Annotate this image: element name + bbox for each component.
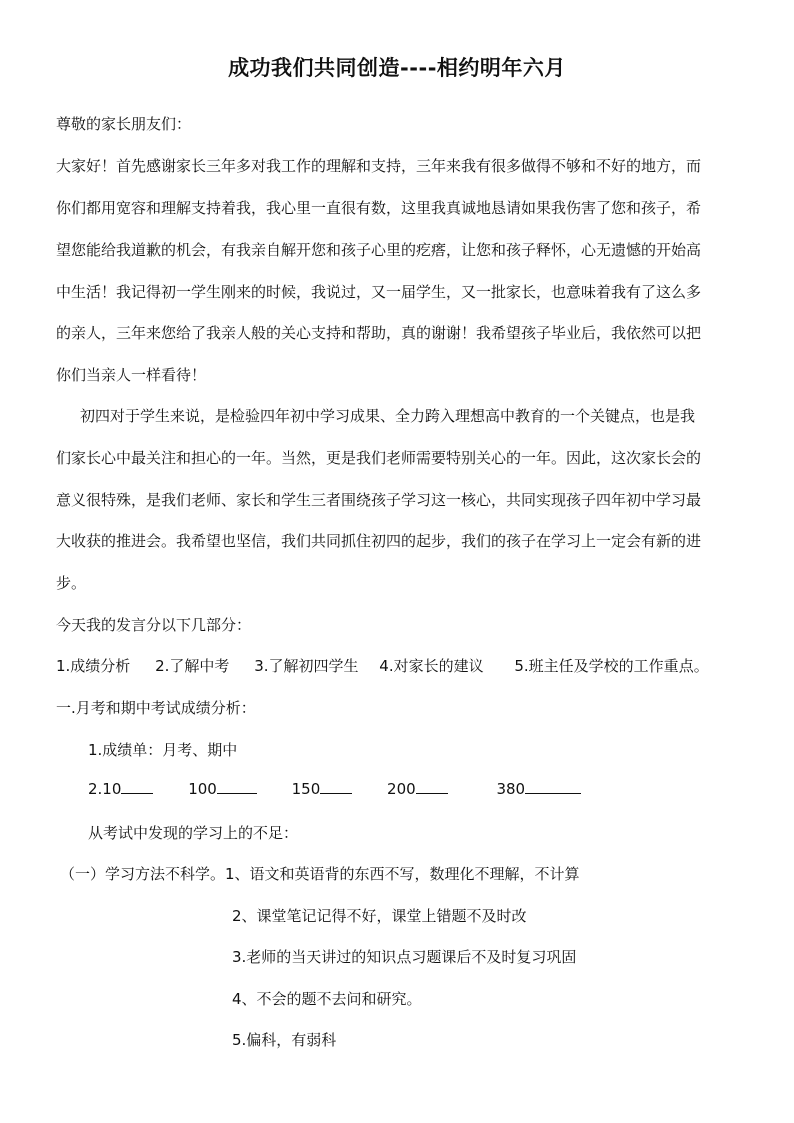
problem-item: 2、课堂笔记记得不好，课堂上错题不及时改 [232,907,527,925]
item-report: 1.成绩单：月考、期中 [88,741,238,759]
para1-line: 大家好！首先感谢家长三年多对我工作的理解和支持，三年来我有很多做得不够和不好的地方，而 [56,157,702,175]
findings-text: 从考试中发现的学习上的不足： [88,824,299,842]
score-label: 100 [188,780,217,798]
problem-row [60,863,580,884]
para2-line: 们家长心中最关注和担心的一年。当然，更是我们老师需要特别关心的一年。因此，这次家长会的 [56,449,702,467]
problem-heading: （一）学习方法不科学。 [60,865,226,883]
problem-item: 4、不会的题不去问和研究。 [232,990,422,1008]
score-label: 150 [291,780,321,798]
para2-line: 大收获的推进会。我希望也坚信，我们共同抓住初四的起步，我们的孩子在学习上一定会有新的进 [56,532,702,550]
fill-blank [217,792,257,794]
fill-blank [121,792,153,794]
fill-blank [320,792,352,794]
fill-blank [416,792,448,794]
problem-item: 3.老师的当天讲过的知识点习题课后不及时复习巩固 [232,948,577,966]
para2-line: 初四对于学生来说，是检验四年初中学习成果、全力跨入理想高中教育的一个关键点，也是我 [80,407,696,425]
section-heading: 一.月考和期中考试成绩分析： [56,699,256,717]
part-item: 2.了解中考 [155,657,230,675]
para2-line: 步。 [56,574,87,592]
score-label: 2.10 [88,780,122,798]
part-item: 5.班主任及学校的工作重点。 [514,657,709,675]
score-label: 380 [496,780,526,798]
para1-line: 你们当亲人一样看待！ [56,366,207,384]
document-title: 成功我们共同创造----相约明年六月 [228,56,566,80]
para1-line: 的亲人，三年来您给了我亲人般的关心支持和帮助，真的谢谢！我希望孩子毕业后，我依然可以把 [56,324,702,342]
problem-item: 5.偏科，有弱科 [232,1031,337,1049]
salutation: 尊敬的家长朋友们： [56,115,192,133]
para1-line: 望您能给我道歉的机会，有我亲自解开您和孩子心里的疙瘩，让您和孩子释怀，心无遗憾的开始高 [56,241,702,259]
part-item: 1.成绩分析 [56,657,131,675]
part-item: 4.对家长的建议 [379,657,484,675]
score-blanks [88,780,583,798]
score-label: 200 [387,780,416,798]
intro-text: 今天我的发言分以下几部分： [56,616,252,634]
problem-item: 1、语文和英语背的东西不写，数理化不理解，不计算 [225,865,580,883]
para1-line: 你们都用宽容和理解支持着我，我心里一直很有数，这里我真诚地恳请如果我伤害了您和孩子，希 [56,199,702,217]
para1-line: 中生活！我记得初一学生刚来的时候，我说过，又一届学生，又一批家长，也意味着我有了这么多 [56,283,702,301]
fill-blank [525,792,581,794]
para2-line: 意义很特殊，是我们老师、家长和学生三者围绕孩子学习这一核心，共同实现孩子四年初中学习最 [56,491,702,509]
part-item: 3.了解初四学生 [254,657,359,675]
parts-list [56,655,709,676]
